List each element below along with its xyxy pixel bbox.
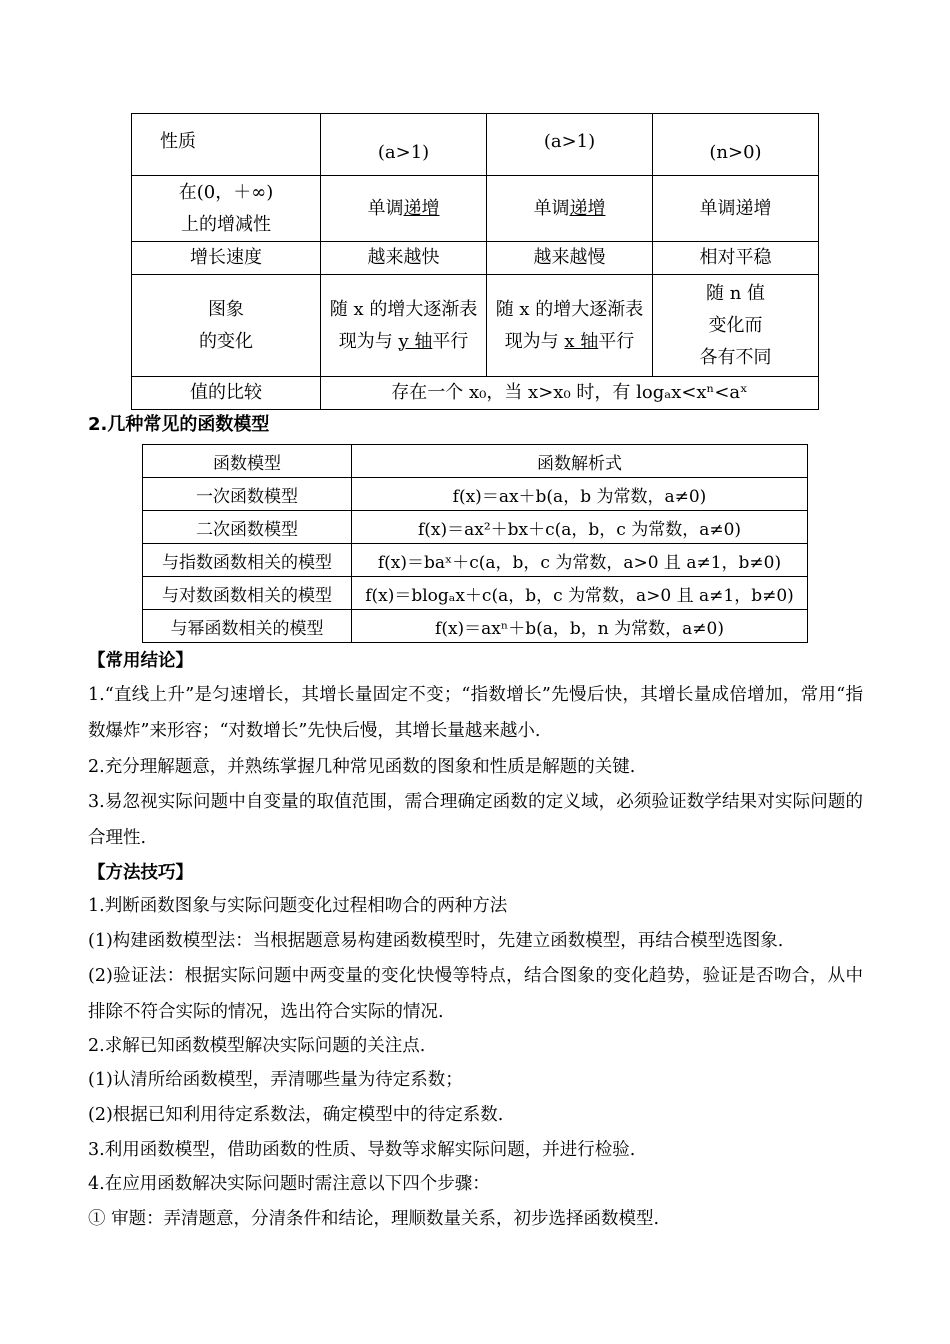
conclusion-paragraph: 1.“直线上升”是匀速增长，其增长量固定不变；“指数增长”先慢后快，其增长量成倍增加，常用“指数爆炸”来形容；“对数增长”先快后慢，其增长量越来越小. [88, 685, 863, 741]
cell-line: 随 x 的增大逐渐表 [329, 298, 478, 320]
table-row [143, 577, 808, 610]
table-row [132, 377, 819, 410]
row-label [132, 176, 321, 242]
table-row [143, 511, 808, 544]
cell-line [491, 326, 648, 358]
properties-table [131, 113, 819, 410]
cell-text: 单调 [533, 197, 570, 219]
table-cell: f(x)＝ax＋b(a，b 为常数，a≠0) [352, 478, 808, 511]
table-cell: f(x)＝ax²＋bx＋c(a，b，c 为常数，a≠0) [352, 511, 808, 544]
table-cell: 相对平稳 [652, 242, 818, 275]
table-row [143, 445, 808, 478]
methods-title: 【方法技巧】 [88, 863, 193, 883]
function-models-table [142, 444, 808, 643]
table-row [132, 176, 819, 242]
table-row [132, 275, 819, 377]
table-cell: f(x)＝axⁿ＋b(a，b，n 为常数，a≠0) [352, 610, 808, 643]
cell-underlined: x 轴 [564, 330, 599, 352]
cell-line: 各有不同 [699, 346, 772, 368]
section-title: 2.几种常见的函数模型 [88, 414, 270, 435]
method-paragraph: 3.利用函数模型，借助函数的性质、导数等求解实际问题，并进行检验. [88, 1140, 636, 1160]
cell-underlined: 递增 [403, 197, 440, 219]
method-paragraph: (1)认清所给函数模型，弄清哪些量为待定系数； [88, 1070, 463, 1090]
cell-line: 随 n 值 [705, 282, 766, 304]
row-label: 增长速度 [132, 242, 321, 275]
table-row [132, 242, 819, 275]
conclusion-paragraph: 3.易忽视实际问题中自变量的取值范围，需合理确定函数的定义域，必须验证数学结果对实际问题的合理性. [88, 792, 863, 848]
cell-line: 变化而 [708, 314, 763, 336]
table-cell [652, 275, 818, 377]
header-cell: (n>0) [652, 114, 818, 176]
conclusions-title: 【常用结论】 [88, 651, 193, 671]
label-line: 的变化 [199, 330, 254, 352]
method-paragraph: (2)验证法：根据实际问题中两变量的变化快慢等特点，结合图象的变化趋势，验证是否吻合，从中排除不符合实际的情况，选出符合实际的情况. [88, 966, 863, 1022]
header-cell: (a>1) [321, 114, 487, 176]
method-paragraph: 2.求解已知函数模型解决实际问题的关注点. [88, 1036, 426, 1056]
cell-line [325, 326, 482, 358]
table-cell: 与对数函数相关的模型 [143, 577, 352, 610]
cell-text: 单调 [367, 197, 404, 219]
cell-text: 平行 [432, 330, 469, 352]
conclusion-paragraph: 2.充分理解题意，并熟练掌握几种常见函数的图象和性质是解题的关键. [88, 757, 636, 777]
table-cell: 越来越快 [321, 242, 487, 275]
cell-text: 现为与 [504, 330, 565, 352]
method-paragraph: 1.判断函数图象与实际问题变化过程相吻合的两种方法 [88, 896, 508, 916]
label-line: 在(0，＋∞) [178, 181, 274, 203]
table-cell: 一次函数模型 [143, 478, 352, 511]
row-label: 值的比较 [132, 377, 321, 410]
table-row [143, 610, 808, 643]
table-cell: 存在一个 x₀，当 x>x₀ 时，有 logₐx<xⁿ<aˣ [321, 377, 819, 410]
label-line: 上的增减性 [181, 213, 272, 235]
cell-line: 随 x 的增大逐渐表 [495, 298, 644, 320]
table-cell: 越来越慢 [487, 242, 653, 275]
method-paragraph: ① 审题：弄清题意，分清条件和结论，理顺数量关系，初步选择函数模型. [88, 1209, 660, 1229]
header-cell: 函数解析式 [352, 445, 808, 478]
table-cell: 与指数函数相关的模型 [143, 544, 352, 577]
table-cell [321, 275, 487, 377]
table-cell [321, 176, 487, 242]
table-cell [487, 275, 653, 377]
table-row [143, 478, 808, 511]
cell-text: 平行 [598, 330, 635, 352]
method-paragraph: (2)根据已知利用待定系数法，确定模型中的待定系数. [88, 1105, 504, 1125]
label-line: 图象 [208, 298, 245, 320]
method-paragraph: 4.在应用函数解决实际问题时需注意以下四个步骤： [88, 1174, 490, 1194]
cell-underlined: y 轴 [398, 330, 433, 352]
cell-underlined: 递增 [569, 197, 606, 219]
table-cell: 二次函数模型 [143, 511, 352, 544]
header-cell: 函数模型 [143, 445, 352, 478]
table-row [132, 114, 819, 176]
header-cell: 性质 [132, 114, 321, 176]
cell-text: 现为与 [338, 330, 399, 352]
table-cell: f(x)＝baˣ＋c(a，b，c 为常数，a>0 且 a≠1，b≠0) [352, 544, 808, 577]
method-paragraph: (1)构建函数模型法：当根据题意易构建函数模型时，先建立函数模型，再结合模型选图象. [88, 931, 784, 951]
table-cell: 单调递增 [652, 176, 818, 242]
row-label [132, 275, 321, 377]
table-row [143, 544, 808, 577]
table-cell [487, 176, 653, 242]
header-cell: (a>1) [487, 114, 653, 176]
table-cell: 与幂函数相关的模型 [143, 610, 352, 643]
table-cell: f(x)＝blogₐx＋c(a，b，c 为常数，a>0 且 a≠1，b≠0) [352, 577, 808, 610]
